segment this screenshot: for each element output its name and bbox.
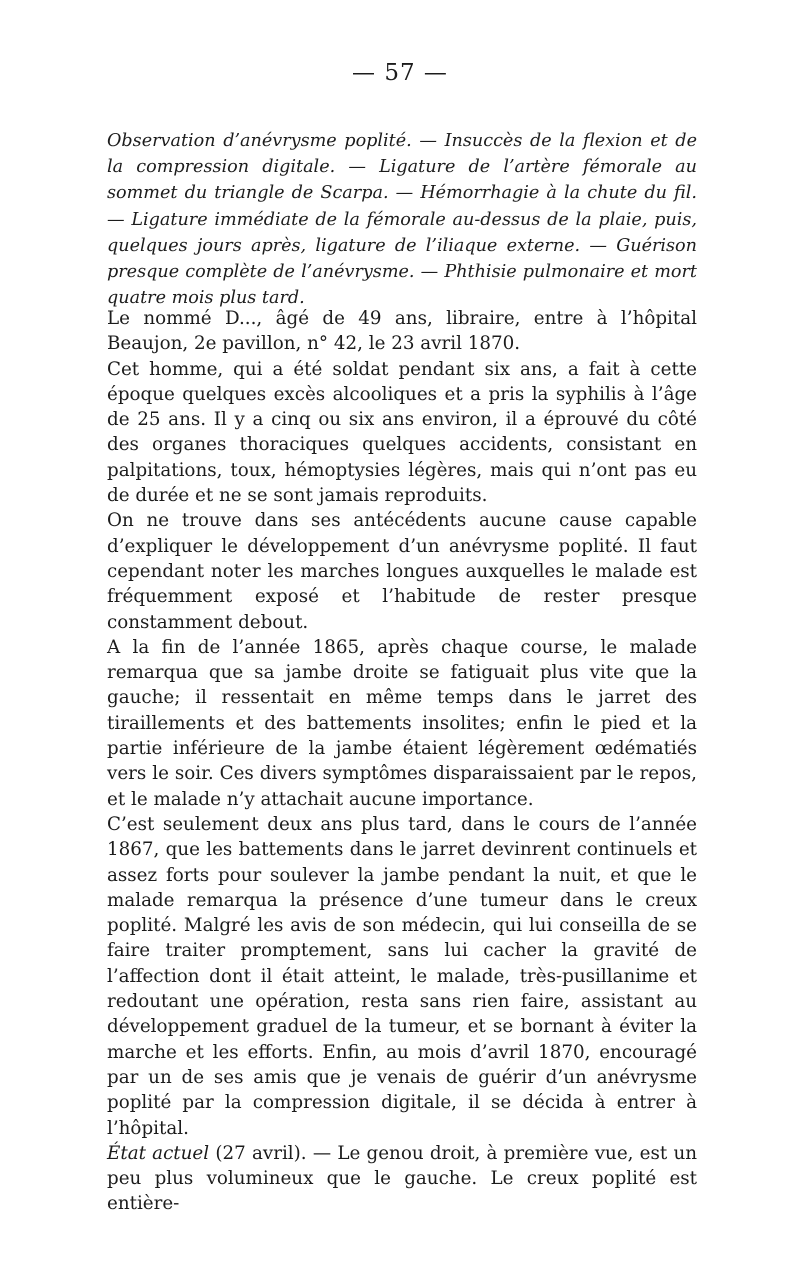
paragraph-6-text: (27 avril). — Le genou droit, à première vue, est un peu plus volumineux que le gauche. Le creux poplité est entière- — [107, 1142, 698, 1215]
paragraph-3: On ne trouve dans ses antécédents aucune cause capable d’expliquer le développement d’un anévrysme poplité. Il faut cependant noter les marches longues auxquelles le malade est fréquemment exposé et l’habitude de rester presque constamment debout. — [107, 510, 697, 633]
paragraph-6 — [107, 1141, 697, 1217]
paragraph-2: Cet homme, qui a été soldat pendant six ans, a fait à cette époque quelques excès alcooliques et a pris la syphilis à l’âge de 25 ans. Il y a cinq ou six ans environ, il a éprouvé du côté des organes thoraciques quelques accidents, consistant en palpitations, toux, hémoptysies légères, mais qui n’ont pas eu de durée et ne se sont jamais reproduits. — [107, 358, 697, 507]
body-text — [107, 306, 697, 1217]
page-number: — 57 — — [352, 60, 448, 86]
observation-summary: Observation d’anévrysme poplité. — Insuccès de la flexion et de la compression digitale. — Ligature de l’artère fémorale au sommet du triangle de Scarpa. — Hémorrhagie à la chute du fil. — Ligature immédiate de la fémorale au-dessus de la plaie, puis, quelques jours après, ligature de l’iliaque externe. — Guérison presque complète de l’anévrysme. — Phthisie pulmonaire et mort quatre mois plus tard. — [107, 131, 697, 309]
paragraph-1: Le nommé D..., âgé de 49 ans, libraire, entre à l’hôpital Beaujon, 2e pavillon, n° 42, le 23 avril 1870. — [107, 308, 697, 355]
paragraph-4: A la fin de l’année 1865, après chaque course, le malade remarqua que sa jambe droite se fatiguait plus vite que la gauche; il ressentait en même temps dans le jarret des tiraillements et des battements insolites; enfin le pied et la partie inférieure de la jambe étaient légèrement œdématiés vers le soir. Ces divers symptômes disparaissaient par le repos, et le malade n’y attachait aucune importance. — [107, 636, 697, 810]
paragraph-5: C’est seulement deux ans plus tard, dans le cours de l’année 1867, que les battements dans le jarret devinrent continuels et assez forts pour soulever la jambe pendant la nuit, et que le malade remarqua la présence d’une tumeur dans le creux poplité. Malgré les avis de son médecin, qui lui conseilla de se faire traiter promptement, sans lui cacher la gravité de l’affection dont il était atteint, le malade, très-pusillanime et redoutant une opération, resta sans rien faire, assistant au développement graduel de la tumeur, et se bornant à éviter la marche et les efforts. Enfin, au mois d’avril 1870, encouragé par un de ses amis que je venais de guérir d’un anévrysme poplité par la compression digitale, il se décida à entrer à l’hôpital. — [107, 813, 697, 1139]
section-label: État actuel — [107, 1142, 210, 1164]
